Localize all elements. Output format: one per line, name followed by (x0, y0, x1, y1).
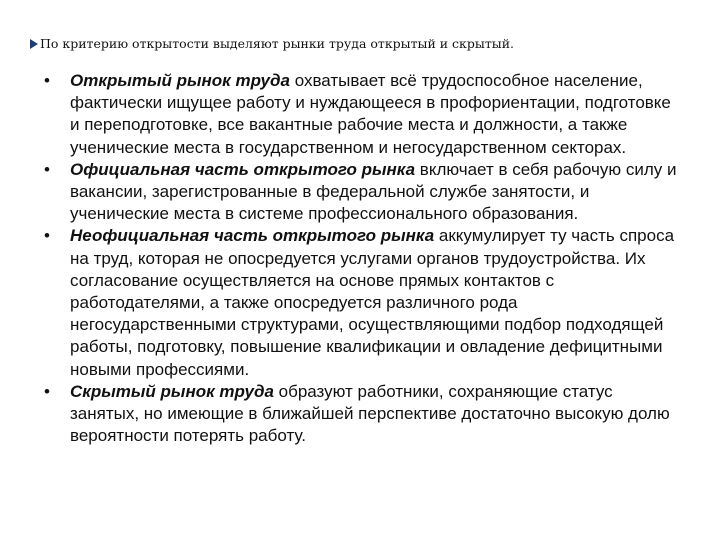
definition-official-part: включает в себя рабочую силу и вакансии, зарегистрованные в федеральной службе занятости, и ученические места в системе профессионального образования. (70, 159, 677, 224)
header-line (30, 35, 680, 53)
term-official-part: Официальная часть открытого рынка (70, 159, 416, 179)
term-hidden-market: Скрытый рынок труда (70, 381, 274, 401)
term-open-market: Открытый рынок труда (70, 71, 290, 90)
header-text: По критерию открытости выделяют рынки труда открытый и скрытый. (40, 36, 514, 51)
bullet-list (44, 70, 684, 447)
bullet-icon: • (44, 226, 50, 246)
bullet-icon: • (44, 159, 50, 179)
term-unofficial-part: Неофициальная часть открытого рынка (70, 226, 435, 246)
list-item (44, 159, 684, 226)
definition-hidden-market: образуют работники, сохраняющие статус занятых, но имеющие в ближайшей перспективе достаточно высокую долю вероятности потерять работу. (70, 381, 670, 446)
list-item (44, 225, 684, 380)
definition-unofficial-part: аккумулирует ту часть спроса на труд, которая не опосредуется услугами органов трудоустройства. Их согласование осуществляется на основе прямых контактов с работодателями, а также опосредуется различного рода негосударственными структурами, осуществляющими подбор подходящей работы, подготовку, повышение квалификации и овладение дефицитными новыми профессиями. (70, 226, 675, 379)
bullet-icon: • (44, 71, 50, 90)
list-item (44, 381, 684, 448)
arrow-right-icon (30, 39, 38, 49)
list-item (44, 70, 684, 159)
bullet-icon: • (44, 381, 50, 401)
definition-open-market: охватывает всё трудоспособное население, фактически ищущее работу и нуждающееся в профориентации, подготовке и переподготовке, все вакантные рабочие места и должности, а также ученические места в государственном и негосударственном секторах. (70, 71, 671, 157)
